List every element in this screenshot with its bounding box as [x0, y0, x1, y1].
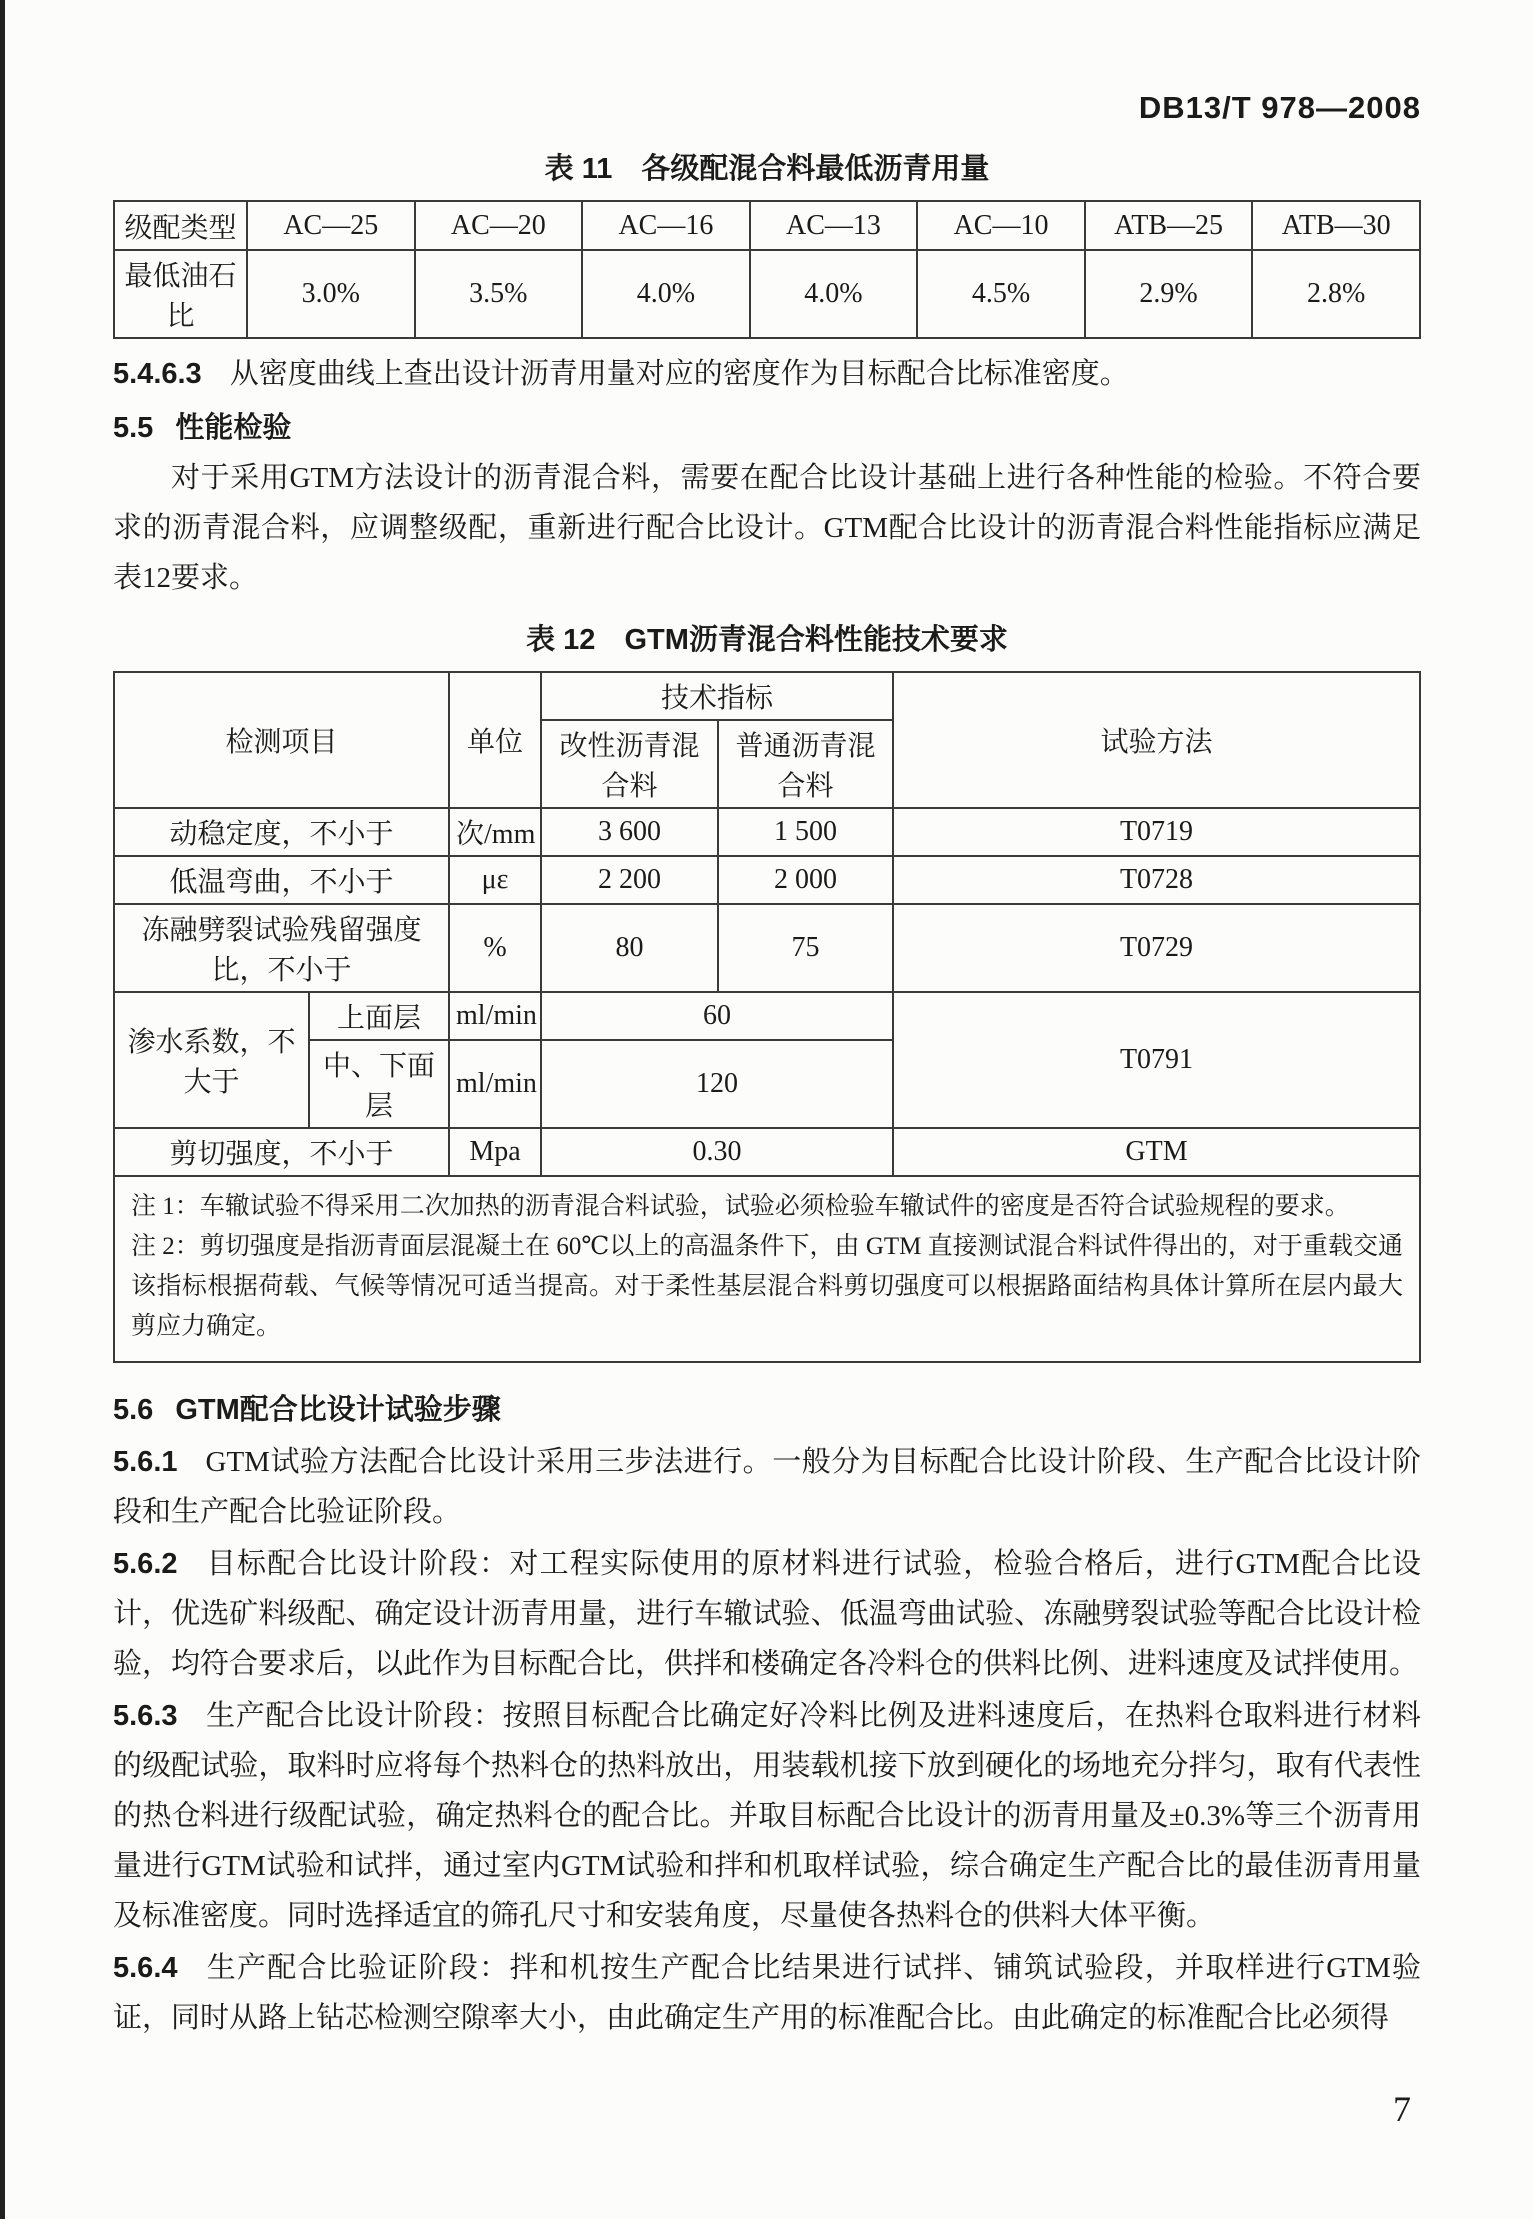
value-cell: 80	[541, 904, 718, 992]
section-heading-5-6	[113, 1385, 1421, 1435]
clause-5-6-2	[113, 1539, 1421, 1689]
unit-cell: %	[449, 904, 541, 992]
clause-text: 生产配合比验证阶段：拌和机按生产配合比结果进行试拌、铺筑试验段，并取样进行GTM验证，同时从路上钻芯检测空隙率大小，由此确定生产用的标准配合比。由此确定的标准配合比必须得	[113, 1952, 1421, 2034]
page-content	[113, 0, 1421, 2043]
table11-header-row	[114, 201, 1420, 250]
note-2: 注 2：剪切强度是指沥青面层混凝土在 60℃以上的高温条件下，由 GTM 直接测试混合料试件得出的，对于重载交通该指标根据荷载、气候等情况可适当提高。对于柔性基层混合料剪切强度可以根据路面结构具体计算所在层内最大剪应力确定。	[131, 1233, 1403, 1340]
note-1: 注 1：车辙试验不得采用二次加热的沥青混合料试验，试验必须检验车辙试件的密度是否符合试验规程的要求。	[131, 1193, 1350, 1220]
clause-5-6-3	[113, 1691, 1421, 1941]
heading-number: 5.5	[113, 412, 154, 444]
clause-number: 5.6.1	[113, 1446, 178, 1478]
row-label-cell: 动稳定度，不小于	[114, 808, 449, 856]
table-row	[114, 1128, 1420, 1176]
clause-number: 5.6.3	[113, 1700, 178, 1732]
table11-title: 表 11 各级配混合料最低沥青用量	[544, 153, 990, 185]
table12-notes-row	[114, 1176, 1420, 1362]
clause-number: 5.6.2	[113, 1548, 178, 1580]
method-cell: T0791	[893, 992, 1420, 1128]
unit-cell: Mpa	[449, 1128, 541, 1176]
header-cell: ATB—25	[1085, 201, 1253, 250]
unit-cell: ml/min	[449, 992, 541, 1040]
row-label-cell: 最低油石比	[114, 250, 247, 338]
method-cell: T0719	[893, 808, 1420, 856]
value-cell: 3.5%	[415, 250, 583, 338]
row-label-cell: 渗水系数，不大于	[114, 992, 309, 1128]
header-cell: 普通沥青混合料	[718, 720, 893, 808]
header-cell: AC—16	[582, 201, 750, 250]
value-cell: 4.0%	[750, 250, 918, 338]
unit-cell: 次/mm	[449, 808, 541, 856]
value-cell: 4.5%	[917, 250, 1085, 338]
method-cell: T0728	[893, 856, 1420, 904]
clause-text: 生产配合比设计阶段：按照目标配合比确定好冷料比例及进料速度后，在热料仓取料进行材料的级配试验，取料时应将每个热料仓的热料放出，用装载机接下放到硬化的场地充分拌匀，取有代表性的热仓料进行级配试验，确定热料仓的配合比。并取目标配合比设计的沥青用量及±0.3%等三个沥青用量进行GTM试验和试拌，通过室内GTM试验和拌和机取样试验，综合确定生产配合比的最佳沥青用量及标准密度。同时选择适宜的筛孔尺寸和安装角度，尽量使各热料仓的供料大体平衡。	[113, 1700, 1421, 1932]
value-cell: 3 600	[541, 808, 718, 856]
value-cell: 2 200	[541, 856, 718, 904]
value-cell: 75	[718, 904, 893, 992]
clause-5-4-6-3	[113, 349, 1421, 399]
header-cell: AC—20	[415, 201, 583, 250]
table12-title: 表 12 GTM沥青混合料性能技术要求	[526, 624, 1008, 656]
unit-cell: ml/min	[449, 1040, 541, 1128]
section-heading-5-5	[113, 403, 1421, 453]
clause-text: 目标配合比设计阶段：对工程实际使用的原材料进行试验，检验合格后，进行GTM配合比设计，优选矿料级配、确定设计沥青用量，进行车辙试验、低温弯曲试验、冻融劈裂试验等配合比设计检验，均符合要求后，以此作为目标配合比，供拌和楼确定各冷料仓的供料比例、进料速度及试拌使用。	[113, 1548, 1421, 1680]
value-cell: 0.30	[541, 1128, 893, 1176]
header-cell: AC—13	[750, 201, 918, 250]
value-cell: 60	[541, 992, 893, 1040]
heading-title: 性能检验	[175, 412, 292, 444]
scan-edge-artifact	[0, 0, 5, 2219]
heading-number: 5.6	[113, 1394, 154, 1426]
paragraph-5-5: 对于采用GTM方法设计的沥青混合料，需要在配合比设计基础上进行各种性能的检验。不符合要求的沥青混合料，应调整级配，重新进行配合比设计。GTM配合比设计的沥青混合料性能指标应满足表12要求。	[113, 462, 1421, 594]
value-cell: 2.8%	[1252, 250, 1420, 338]
header-cell: 试验方法	[893, 672, 1420, 808]
method-cell: GTM	[893, 1128, 1420, 1176]
header-cell: 级配类型	[114, 201, 247, 250]
value-cell: 120	[541, 1040, 893, 1128]
table-row	[114, 808, 1420, 856]
page-number: 7	[1393, 2089, 1411, 2129]
header-cell: 单位	[449, 672, 541, 808]
value-cell: 4.0%	[582, 250, 750, 338]
value-cell: 2.9%	[1085, 250, 1253, 338]
method-cell: T0729	[893, 904, 1420, 992]
sublabel-cell: 上面层	[309, 992, 449, 1040]
value-cell: 1 500	[718, 808, 893, 856]
clause-5-6-1	[113, 1437, 1421, 1537]
clause-text: GTM试验方法配合比设计采用三步法进行。一般分为目标配合比设计阶段、生产配合比设计阶段和生产配合比验证阶段。	[113, 1446, 1421, 1528]
row-label-cell: 冻融劈裂试验残留强度比，不小于	[114, 904, 449, 992]
clause-5-6-4	[113, 1943, 1421, 2043]
table-11	[113, 200, 1421, 339]
header-cell: 技术指标	[541, 672, 893, 720]
clause-number: 5.4.6.3	[113, 358, 202, 390]
unit-cell: με	[449, 856, 541, 904]
header-cell: AC—10	[917, 201, 1085, 250]
clause-text: 从密度曲线上查出设计沥青用量对应的密度作为目标配合比标准密度。	[229, 358, 1129, 390]
table12-header-row	[114, 672, 1420, 720]
clause-number: 5.6.4	[113, 1952, 178, 1984]
table11-value-row	[114, 250, 1420, 338]
header-cell: ATB—30	[1252, 201, 1420, 250]
header-cell: AC—25	[247, 201, 415, 250]
table-row	[114, 904, 1420, 992]
notes-cell	[114, 1176, 1420, 1362]
doc-number: DB13/T 978—2008	[1138, 90, 1421, 125]
header-cell: 检测项目	[114, 672, 449, 808]
table-12	[113, 671, 1421, 1363]
table-row	[114, 992, 1420, 1040]
header-cell: 改性沥青混合料	[541, 720, 718, 808]
table-row	[114, 856, 1420, 904]
row-label-cell: 剪切强度，不小于	[114, 1128, 449, 1176]
value-cell: 2 000	[718, 856, 893, 904]
row-label-cell: 低温弯曲，不小于	[114, 856, 449, 904]
heading-title: GTM配合比设计试验步骤	[175, 1394, 501, 1426]
sublabel-cell: 中、下面层	[309, 1040, 449, 1128]
value-cell: 3.0%	[247, 250, 415, 338]
